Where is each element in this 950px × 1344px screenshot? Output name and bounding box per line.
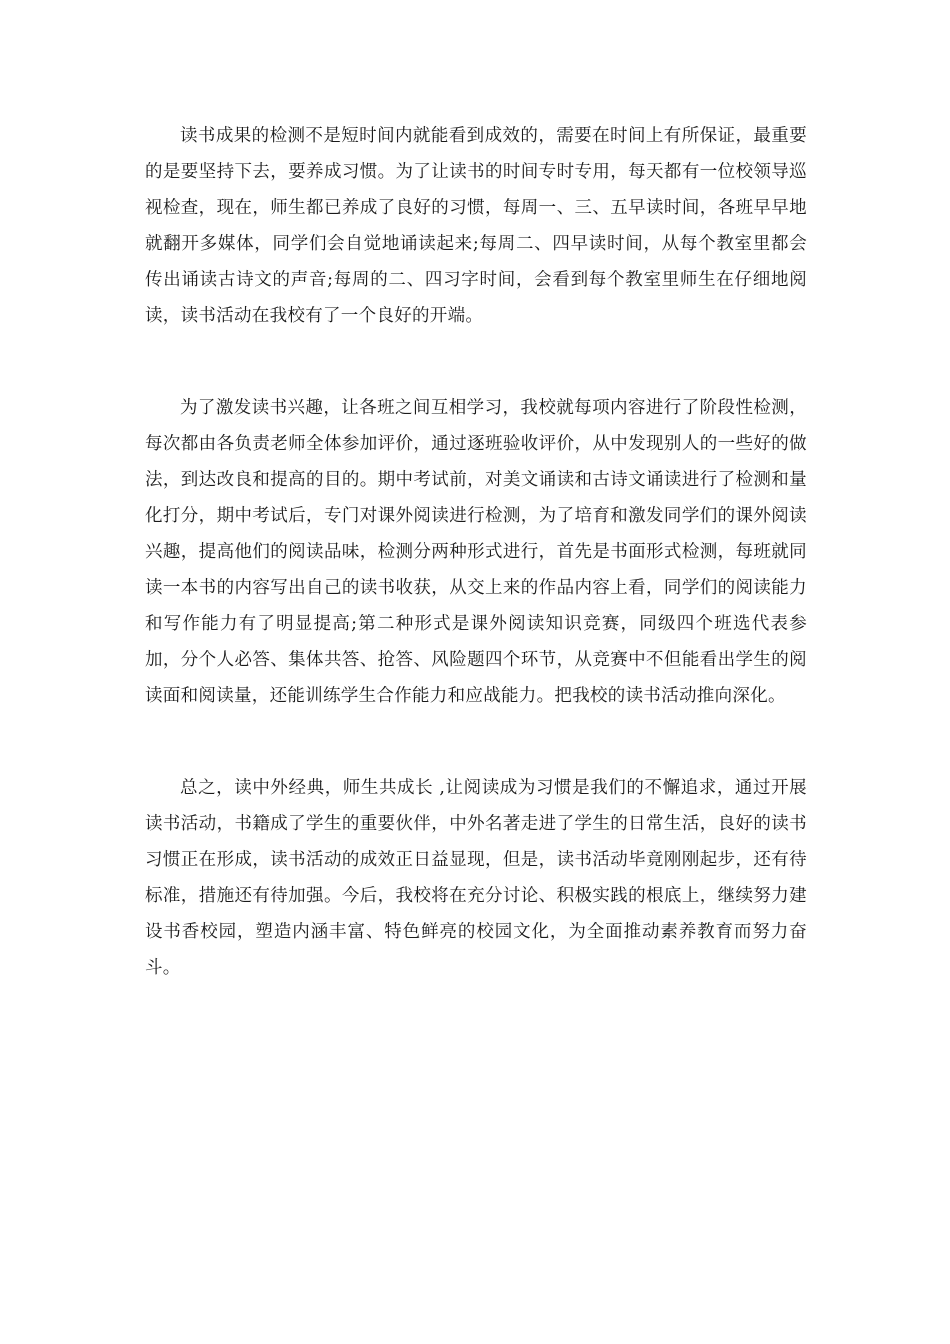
paragraph-conclusion: 总之，读中外经典，师生共成长 ,让阅读成为习惯是我们的不懈追求，通过开展读书活动，书籍成了学生的重要伙伴，中外名著走进了学生的日常生活，良好的读书习惯正在形成，读书活动的成效正日益显现，但是，读书活动毕竟刚刚起步，还有待标准，措施还有待加强。今后，我校将在充分讨论、积极实践的根底上，继续努力建设书香校园，塑造内涵丰富、特色鲜亮的校园文化，为全面推动素养教育而努力奋斗。 [145,778,807,978]
paragraph-assessment: 为了激发读书兴趣，让各班之间互相学习，我校就每项内容进行了阶段性检测，每次都由各负责老师全体参加评价，通过逐班验收评价，从中发现别人的一些好的做法，到达改良和提高的目的。期中考试前，对美文诵读和古诗文诵读进行了检测和量化打分，期中考试后，专门对课外阅读进行检测，为了培育和激发同学们的课外阅读兴趣，提高他们的阅读品味，检测分两种形式进行，首先是书面形式检测，每班就同读一本书的内容写出自己的读书收获，从交上来的作品内容上看，同学们的阅读能力和写作能力有了明显提高;第二种形式是课外阅读知识竞赛，同级四个班选代表参加，分个人必答、集体共答、抢答、风险题四个环节，从竞赛中不但能看出学生的阅读面和阅读量，还能训练学生合作能力和应战能力。把我校的读书活动推向深化。 [145,398,807,706]
paragraph-gap [145,334,807,390]
paragraph-reading-habits: 读书成果的检测不是短时间内就能看到成效的，需要在时间上有所保证，最重要的是要坚持下去，要养成习惯。为了让读书的时间专时专用，每天都有一位校领导巡视检查，现在，师生都已养成了良好的习惯，每周一、三、五早读时间，各班早早地就翻开多媒体，同学们会自觉地诵读起来;每周二、四早读时间，从每个教室里都会传出诵读古诗文的声音;每周的二、四习字时间，会看到每个教室里师生在仔细地阅读，读书活动在我校有了一个良好的开端。 [145,126,807,326]
paragraph-gap [145,714,807,770]
document-body [145,118,807,986]
